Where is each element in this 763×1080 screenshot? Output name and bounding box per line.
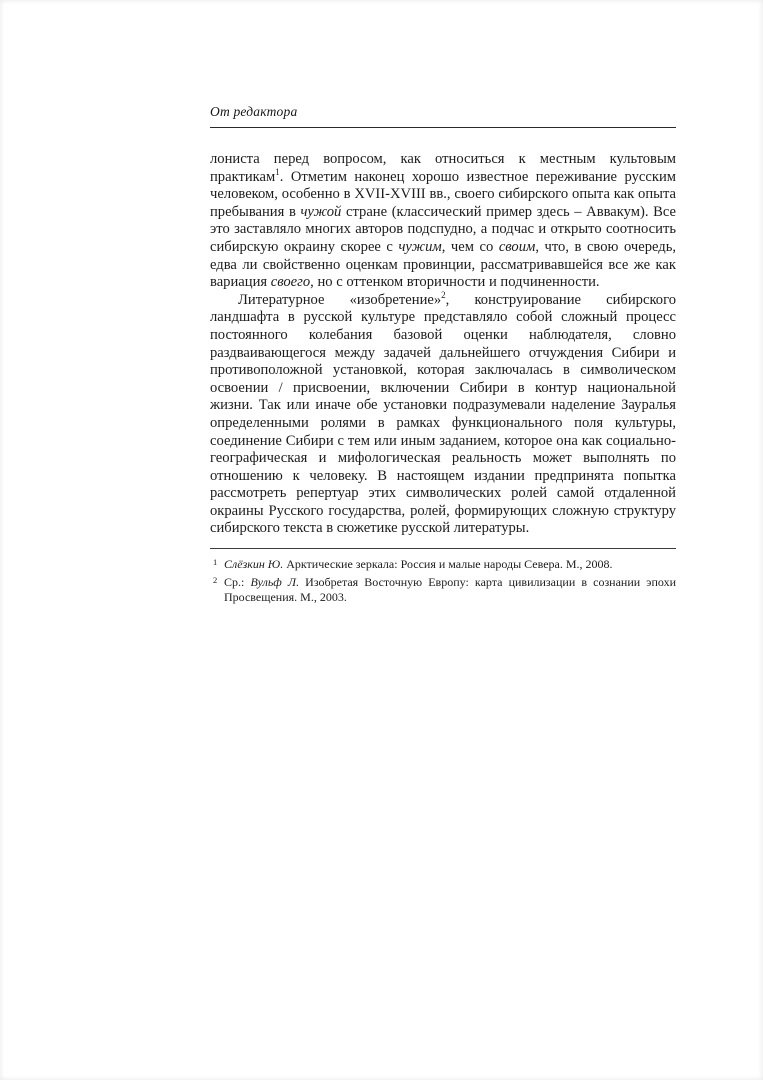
footnote-marker: 1	[213, 557, 218, 568]
emphasized-text: Слёзкин Ю.	[224, 557, 284, 572]
text-run: Арктические зеркала: Россия и малые народы Севера. М., 2008.	[283, 557, 613, 572]
running-header: От редактора	[210, 104, 298, 119]
text-run: Литературное «изобретение»	[238, 291, 442, 308]
emphasized-text: своим	[498, 238, 536, 255]
text-run: лониста перед вопросом, как относиться к местным культовым практикам	[210, 151, 676, 185]
body-text	[210, 151, 676, 538]
text-run: , что, в свою очередь, едва ли свойственно оценкам провинции, рассматривавшейся все же как вариация	[210, 238, 677, 291]
footnote-marker: 2	[213, 574, 218, 585]
footnote-separator	[210, 548, 676, 549]
emphasized-text: чужой	[300, 203, 342, 220]
footnote	[210, 575, 676, 605]
header-rule	[210, 127, 676, 128]
text-run: Ср.:	[224, 574, 251, 589]
text-run: стране (классический пример здесь – Аввакум). Все это заставляло многих авторов подспудно, а подчас и открыто соотносить сибирскую окраину скорее с	[210, 203, 676, 255]
text-run: . Отметим наконец хорошо известное переживание русским человеком, особенно в XVII-XVIII вв., своего сибирского опыта как опыта пребывания в	[210, 168, 676, 220]
text-run: , но с оттенком вторичности и подчиненности.	[310, 274, 600, 291]
paragraph	[210, 151, 676, 292]
text-block	[210, 104, 676, 607]
emphasized-text: Вульф Л.	[250, 574, 300, 589]
footnotes	[210, 557, 676, 604]
footnote-text	[224, 575, 676, 604]
footnote-reference: 1	[275, 166, 280, 177]
footnote-text	[224, 557, 613, 571]
footnote-reference: 2	[441, 289, 446, 300]
emphasized-text: своего	[270, 274, 311, 291]
paragraph	[210, 289, 677, 538]
text-run: , чем со	[441, 238, 499, 255]
text-run: Изобретая Восточную Европу: карта цивилизации в сознании эпохи Просвещения. М., 2003.	[224, 574, 677, 604]
footnote	[210, 557, 676, 572]
text-run: , конструирование сибирского ландшафта в русской культуре представляло собой сложный процесс постоянного колебания базовой оценки наблюдателя, словно раздваивающегося между задачей дальнейшего отчуждения Сибири и противоположной установкой, которая заключалась в символическом освоении / присвоении, включении Сибири в контур национальной жизни. Так или иначе обе установки подразумевали наделение Зауралья определенными ролями в рамках функционального поля культуры, соединение Сибири с тем или иным заданием, которое она как социально-географическая и мифологическая реальность может выполнять по отношению к человеку. В настоящем издании предпринята попытка рассмотреть репертуар этих символических ролей самой отдаленной окраины Русского государства, ролей, формирующих сложную структуру сибирского текста в сюжетике русской литературы.	[210, 291, 677, 537]
emphasized-text: чужим	[398, 238, 442, 255]
